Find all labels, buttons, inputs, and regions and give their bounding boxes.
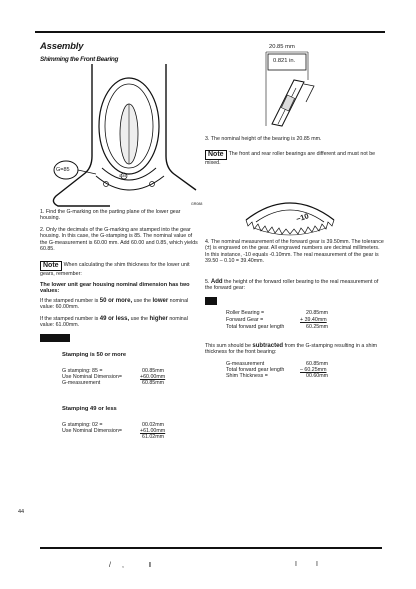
rule-49-or-less: If the stamped number is 49 or less, use the higher nominal value: 61.00mm. [40,316,188,329]
figure-code: GR088 [191,202,203,206]
example-1-row-2: Use Nominal Dimension= [62,374,122,380]
example-1-heading: Stamping is 50 or more [62,352,127,358]
footer-mark-3: I [149,562,151,569]
calc-1-row-2-value: + 39.40mm [300,317,327,323]
svg-text:G-85: G-85 [119,174,127,178]
example-2-row-2-value: +61.00mm [140,428,166,434]
calc-1-row-3-value: 60.25mm [306,324,329,330]
step-5: 5. Add the height of the forward roller bearing to the real measurement of the forward gear: [205,279,379,292]
calc-2-row-1: G-measurement [226,361,265,367]
bottom-rule [40,547,382,549]
step-3: 3. The nominal height of the bearing is 20.85 mm. [205,136,322,142]
example-1-row-3-value: 60.85mm [142,380,165,386]
calc-1-row-2: Forward Gear = [226,317,264,323]
page-number: 44 [18,509,25,515]
bearing-dimension-figure [248,40,388,130]
page-title: Assembly [40,41,84,52]
example-2-row-1: G stamping: 02 = [62,422,103,428]
example-1-row-1: G stamping: 85 = [62,368,103,374]
calc-2-row-2: Total forward gear length [226,367,285,373]
example-2-row-3-value: 61.02mm [142,434,165,440]
calc-1-row-1: Roller Bearing = [226,310,265,316]
example-2-row-1-value: 00.02mm [142,422,165,428]
subtract-instruction: This sum should be subtracted from the G-stamping resulting in a shim thickness for the front bearing: [205,343,378,356]
gear-housing-figure [40,64,203,212]
note-label: Note [40,261,62,271]
forward-gear-figure [240,182,340,242]
note-left-text: When calculating the shim thickness for the lower unit gears, remember: [40,262,190,277]
dimension-in: 0.821 in. [273,58,296,64]
calc-2-row-1-value: 60.85mm [306,361,329,367]
footer-mark-5: I [316,561,318,568]
example-1-row-1-value: 00.85mm [142,368,165,374]
note-left [40,261,200,277]
dimension-mm: 20.85 mm [269,44,295,50]
g-marking-label: G=85 [56,167,70,173]
example-2-row-2: Use Nominal Dimension= [62,428,122,434]
example-tab-marker [40,334,70,342]
footer-mark-2: , [122,562,124,569]
note-right [205,150,385,166]
step-2: 2. Only the decimals of the G-marking are stamped into the gear housing. In this case, the G-stamping is 85. The nominal value of the G-measurement is 60.00 mm. Add 60.00 and 0.85, which yields 60.85. [40,227,198,252]
nominal-values-heading: The lower unit gear housing nominal dimension has two values: [40,282,190,295]
gear-tolerance-label: −10 [294,211,310,224]
calc-2-row-3: Shim Thickness = [226,373,268,379]
note-label: Note [205,150,227,160]
footer-mark-1: / [109,562,111,569]
example-1-row-2-value: +60.00mm [140,374,166,380]
note-right-text: The front and rear roller bearings are different and must not be mixed. [205,151,376,166]
example-1-row-3: G-measurement [62,380,101,386]
top-rule [35,31,385,33]
calc-2-row-2-value: – 60.25mm [300,367,327,373]
section-subtitle: Shimming the Front Bearing [40,56,119,63]
calc-1-row-3: Total forward gear length [226,324,285,330]
calc-tab-marker [205,297,217,305]
step-1: 1. Find the G-marking on the parting plane of the lower gear housing. [40,209,181,222]
example-2-heading: Stamping 49 or less [62,406,117,412]
rule-50-or-more: If the stamped number is 50 or more, use the lower nominal value: 60.00mm. [40,298,189,311]
step-4: 4. The nominal measurement of the forward gear is 39.50mm. The tolerance (±) is engraved on the gear. All engraved numbers are decimal millimeters. In this instance, -10 equals -0.10mm. The real measurement of the gear is 39.50 – 0.10 = 39.40mm. [205,239,384,264]
footer-mark-4: I [295,561,297,568]
calc-1-row-1-value: 20.85mm [306,310,329,316]
calc-2-row-3-value: 00.60mm [306,373,329,379]
